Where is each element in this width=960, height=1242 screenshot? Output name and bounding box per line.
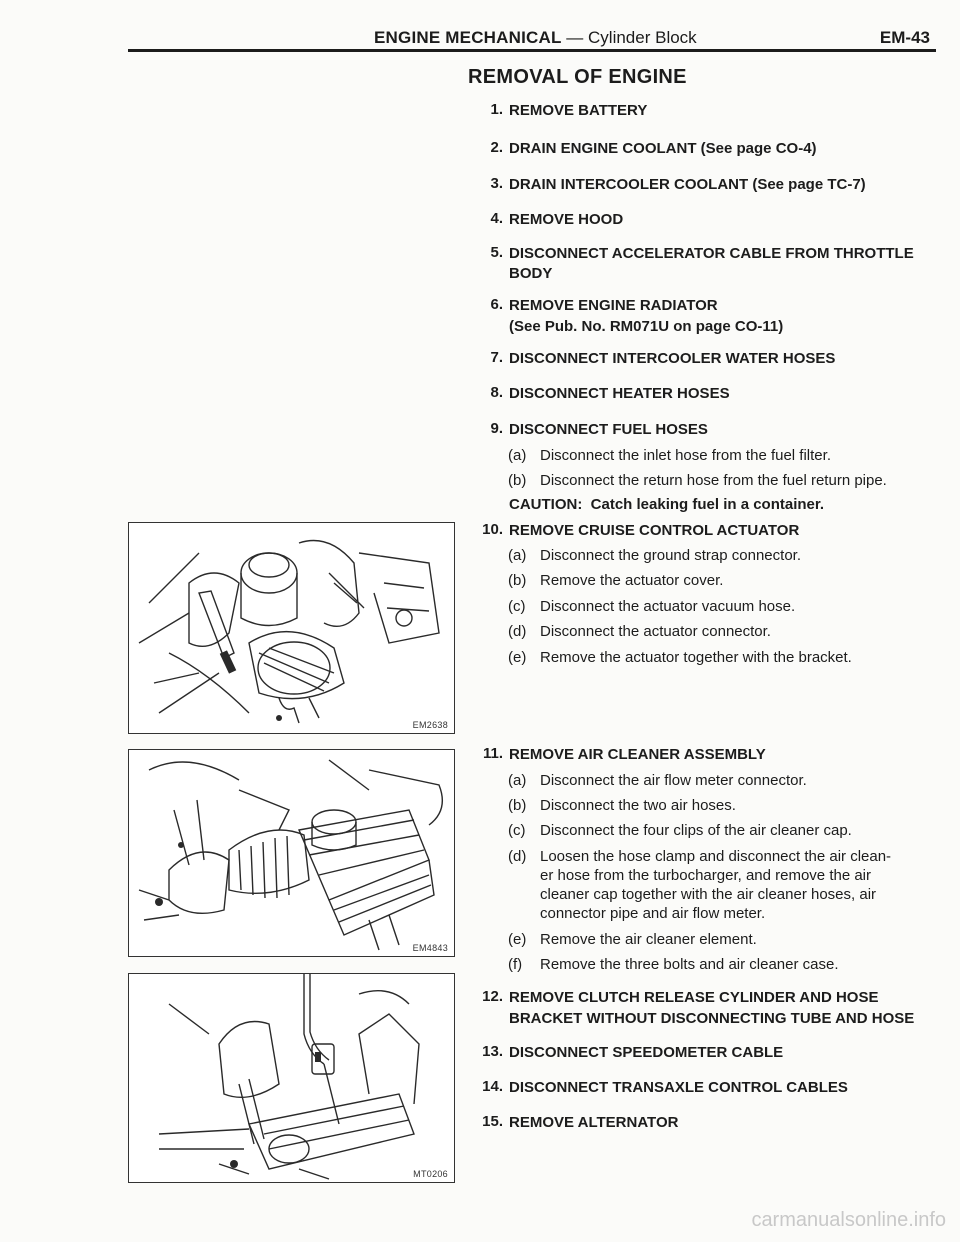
step-number: 15. [482, 1113, 503, 1130]
step-text: DISCONNECT INTERCOOLER WATER HOSES [509, 350, 836, 367]
substep-text: Disconnect the actuator connector. [540, 623, 771, 640]
substep-text: Disconnect the air flow meter connector. [540, 772, 807, 789]
figure-code: MT0206 [413, 1169, 448, 1179]
substep-text: Disconnect the ground strap connector. [540, 547, 801, 564]
step-number: 3. [490, 175, 503, 192]
caution-text: Catch leaking fuel in a container. [590, 496, 825, 513]
step-number: 13. [482, 1043, 503, 1060]
substep-text: Remove the air cleaner element. [540, 931, 757, 948]
substep-letter: (a) [508, 447, 527, 464]
step-text-ref: (See Pub. No. RM071U on page CO-11) [509, 318, 784, 335]
substep-text: Disconnect the inlet hose from the fuel filter. [540, 447, 831, 464]
step-text: DRAIN INTERCOOLER COOLANT (See page TC-7) [509, 176, 866, 193]
step-number: 9. [490, 420, 503, 437]
substep-text: Remove the actuator cover. [540, 572, 724, 589]
step-text: DISCONNECT SPEEDOMETER CABLE [509, 1044, 784, 1061]
step-number: 10. [482, 521, 503, 538]
step-number: 2. [490, 139, 503, 156]
figure-cruise-actuator [128, 522, 455, 734]
substep-letter: (c) [508, 822, 526, 839]
substep-text: er hose from the turbocharger, and remove the air [540, 867, 872, 884]
substep-letter: (c) [508, 598, 526, 615]
step-number: 7. [490, 349, 503, 366]
substep-text: cleaner cap together with the air cleaner hoses, air [540, 886, 877, 903]
substep-letter: (d) [508, 848, 527, 865]
procedure-title: REMOVAL OF ENGINE [468, 66, 687, 88]
substep-text: Disconnect the return hose from the fuel return pipe. [540, 472, 887, 489]
substep-letter: (d) [508, 623, 527, 640]
step-text: REMOVE AIR CLEANER ASSEMBLY [509, 746, 766, 763]
figure-clutch-cylinder [128, 973, 455, 1183]
actuator-illustration [129, 523, 454, 733]
section-title-rest: — Cylinder Block [561, 28, 697, 47]
substep-text: Disconnect the four clips of the air cleaner cap. [540, 822, 852, 839]
figure-code: EM4843 [412, 943, 448, 953]
figure-code: EM2638 [412, 720, 448, 730]
step-text: DISCONNECT ACCELERATOR CABLE FROM THROTTLE BODY [509, 245, 914, 282]
clutch-cylinder-illustration [129, 974, 454, 1182]
step-number: 8. [490, 384, 503, 401]
substep-letter: (b) [508, 797, 527, 814]
substep-letter: (b) [508, 472, 527, 489]
caution-note [509, 496, 824, 513]
step-number: 14. [482, 1078, 503, 1095]
figure-air-cleaner [128, 749, 455, 957]
step-text: REMOVE BATTERY [509, 102, 648, 119]
watermark: carmanualsonline.info [751, 1209, 946, 1231]
section-title-bold: ENGINE MECHANICAL [374, 28, 562, 47]
step-number: 1. [490, 101, 503, 118]
air-cleaner-illustration [129, 750, 454, 956]
step-text: DISCONNECT TRANSAXLE CONTROL CABLES [509, 1079, 848, 1096]
step-text: REMOVE HOOD [509, 211, 624, 228]
step-number: 12. [482, 988, 503, 1005]
substep-text: Disconnect the two air hoses. [540, 797, 736, 814]
substep-letter: (e) [508, 931, 527, 948]
step-text: DISCONNECT FUEL HOSES [509, 421, 708, 438]
caution-label: CAUTION: [509, 496, 583, 513]
substep-text: Disconnect the actuator vacuum hose. [540, 598, 796, 615]
step-text: BRACKET WITHOUT DISCONNECTING TUBE AND HOSE [509, 1010, 915, 1027]
step-number: 4. [490, 210, 503, 227]
substep-text: connector pipe and air flow meter. [540, 905, 766, 922]
step-text: DISCONNECT HEATER HOSES [509, 385, 730, 402]
substep-text: Remove the actuator together with the bracket. [540, 649, 852, 666]
step-text: REMOVE ALTERNATOR [509, 1114, 679, 1131]
step-number: 5. [490, 244, 503, 261]
substep-text: Loosen the hose clamp and disconnect the air clean- [540, 848, 892, 865]
step-text: REMOVE CLUTCH RELEASE CYLINDER AND HOSE [509, 989, 879, 1006]
substep-letter: (a) [508, 547, 527, 564]
header-rule [128, 49, 936, 52]
substep-letter: (b) [508, 572, 527, 589]
substep-text: Remove the three bolts and air cleaner case. [540, 956, 839, 973]
step-text: DRAIN ENGINE COOLANT (See page CO-4) [509, 140, 817, 157]
substep-letter: (a) [508, 772, 527, 789]
step-number: 11. [482, 745, 503, 762]
step-number: 6. [490, 296, 503, 313]
step-text: REMOVE ENGINE RADIATOR [509, 297, 718, 314]
section-title [374, 28, 697, 48]
page-header [0, 22, 960, 52]
substep-letter: (e) [508, 649, 527, 666]
substep-letter: (f) [508, 956, 523, 973]
step-text: REMOVE CRUISE CONTROL ACTUATOR [509, 522, 800, 539]
page-number: EM-43 [879, 28, 930, 47]
